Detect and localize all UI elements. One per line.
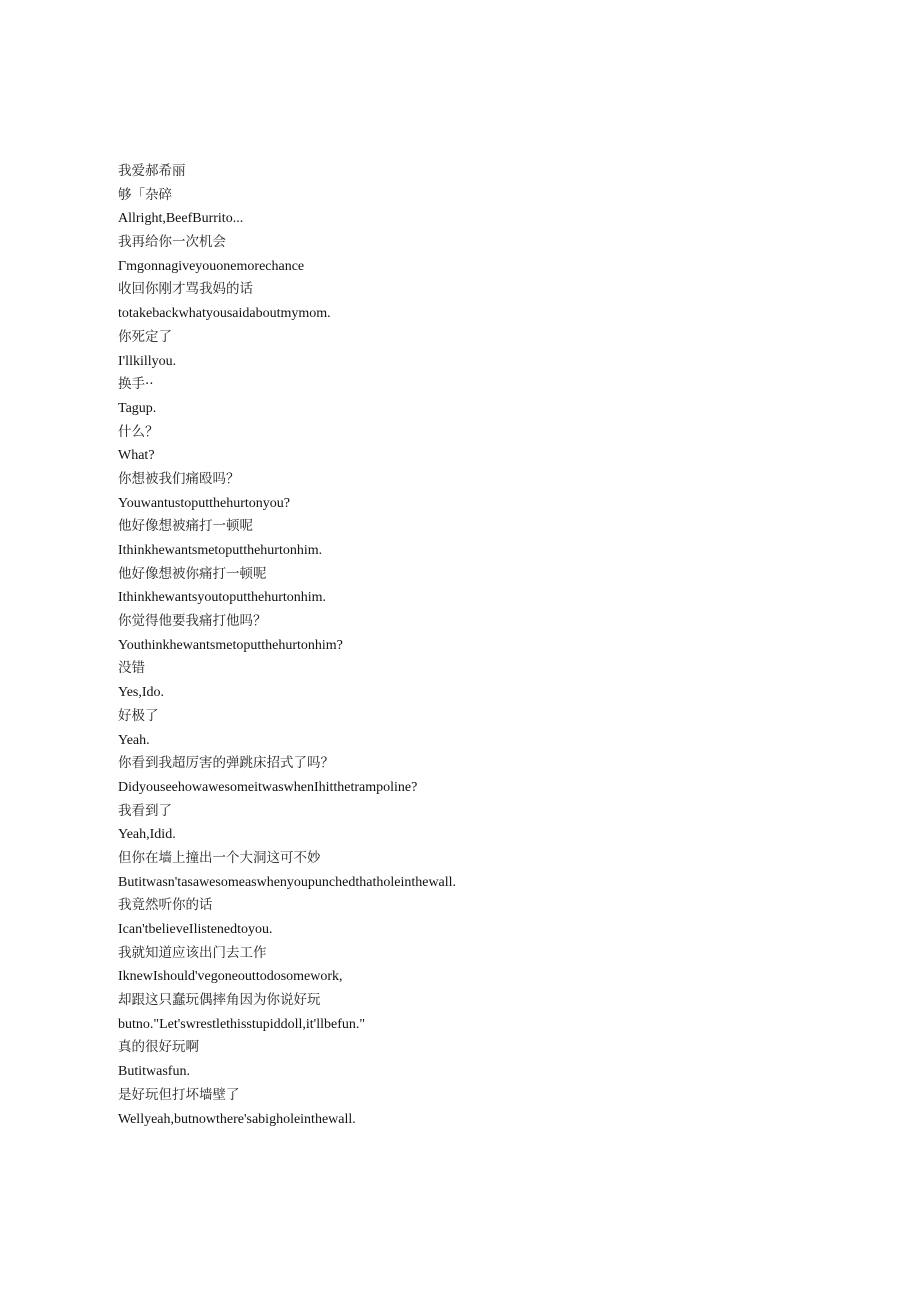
- english-subtitle-line: Ican'tbelieveIlistenedtoyou.: [118, 922, 273, 937]
- chinese-subtitle-line: 我爱郝希丽: [118, 163, 186, 179]
- chinese-subtitle-line: 够「杂碎: [118, 186, 172, 203]
- english-subtitle-line: butno."Let'swrestlethisstupiddoll,it'llbefun.": [118, 1016, 366, 1032]
- chinese-subtitle-line: 换手··: [118, 376, 154, 393]
- english-subtitle-line: Tagup.: [118, 400, 157, 416]
- chinese-subtitle-line: 你觉得他要我痛打他吗？: [118, 613, 267, 630]
- chinese-subtitle-line: 我看到了: [118, 802, 172, 819]
- chinese-subtitle-line: 他好像想被痛打一顿呢: [118, 518, 253, 535]
- english-subtitle-line: Youthinkhewantsmetoputthehurtonhim?: [118, 637, 343, 653]
- english-subtitle-line: I'llkillyou.: [118, 353, 177, 369]
- chinese-subtitle-line: 他好像想被你痛打一顿呢: [118, 565, 267, 582]
- english-subtitle-line: What?: [118, 448, 155, 464]
- english-subtitle-line: Yeah,Idid.: [118, 827, 176, 843]
- english-subtitle-line: Butitwasfun.: [118, 1064, 190, 1080]
- english-subtitle-line: totakebackwhatyousaidaboutmymom.: [118, 306, 331, 322]
- english-subtitle-line: Youwantustoputthehurtonyou?: [118, 495, 291, 511]
- english-subtitle-line: Γmgonnagiveyouonemorechance: [118, 258, 305, 274]
- english-subtitle-line: Wellyeah,butnowthere'sabigholeinthewall.: [118, 1111, 356, 1127]
- english-subtitle-line: Yeah.: [118, 732, 150, 748]
- english-subtitle-line: IknewIshould'vegoneouttodosomework,: [118, 969, 343, 985]
- english-subtitle-line: DidyouseehowawesomeitwaswhenIhitthetrampoline?: [118, 779, 418, 795]
- chinese-subtitle-line: 却跟这只蠢玩偶摔角因为你说好玩: [118, 992, 321, 1009]
- english-subtitle-line: Butitwasn'tasawesomeaswhenyoupunchedthatholeinthewall.: [118, 874, 457, 890]
- chinese-subtitle-line: 你想被我们痛殴吗？: [118, 470, 240, 487]
- chinese-subtitle-line: 你死定了: [118, 328, 172, 345]
- chinese-subtitle-line: 我竟然听你的话: [118, 897, 213, 914]
- english-subtitle-line: Ithinkhewantsmetoputthehurtonhim.: [118, 543, 323, 558]
- english-subtitle-line: Yes,Ido.: [118, 685, 165, 701]
- chinese-subtitle-line: 我就知道应该出门去工作: [118, 944, 267, 961]
- chinese-subtitle-line: 是好玩但打坏墙壁了: [118, 1086, 240, 1103]
- chinese-subtitle-line: 你看到我超厉害的弹跳床招式了吗？: [118, 755, 334, 772]
- chinese-subtitle-line: 但你在墙上撞出一个大洞这可不妙: [118, 849, 321, 866]
- chinese-subtitle-line: 好极了: [118, 707, 159, 724]
- chinese-subtitle-line: 收回你刚才骂我妈的话: [118, 281, 253, 298]
- chinese-subtitle-line: 什么？: [118, 423, 159, 440]
- transcript-lines: [118, 160, 838, 1131]
- english-subtitle-line: Allright,BeefBurrito...: [118, 211, 244, 227]
- english-subtitle-line: Ithinkhewantsyoutoputthehurtonhim.: [118, 590, 327, 606]
- chinese-subtitle-line: 我再给你一次机会: [118, 234, 226, 251]
- chinese-subtitle-line: 真的很好玩啊: [118, 1039, 199, 1056]
- chinese-subtitle-line: 没错: [118, 660, 145, 677]
